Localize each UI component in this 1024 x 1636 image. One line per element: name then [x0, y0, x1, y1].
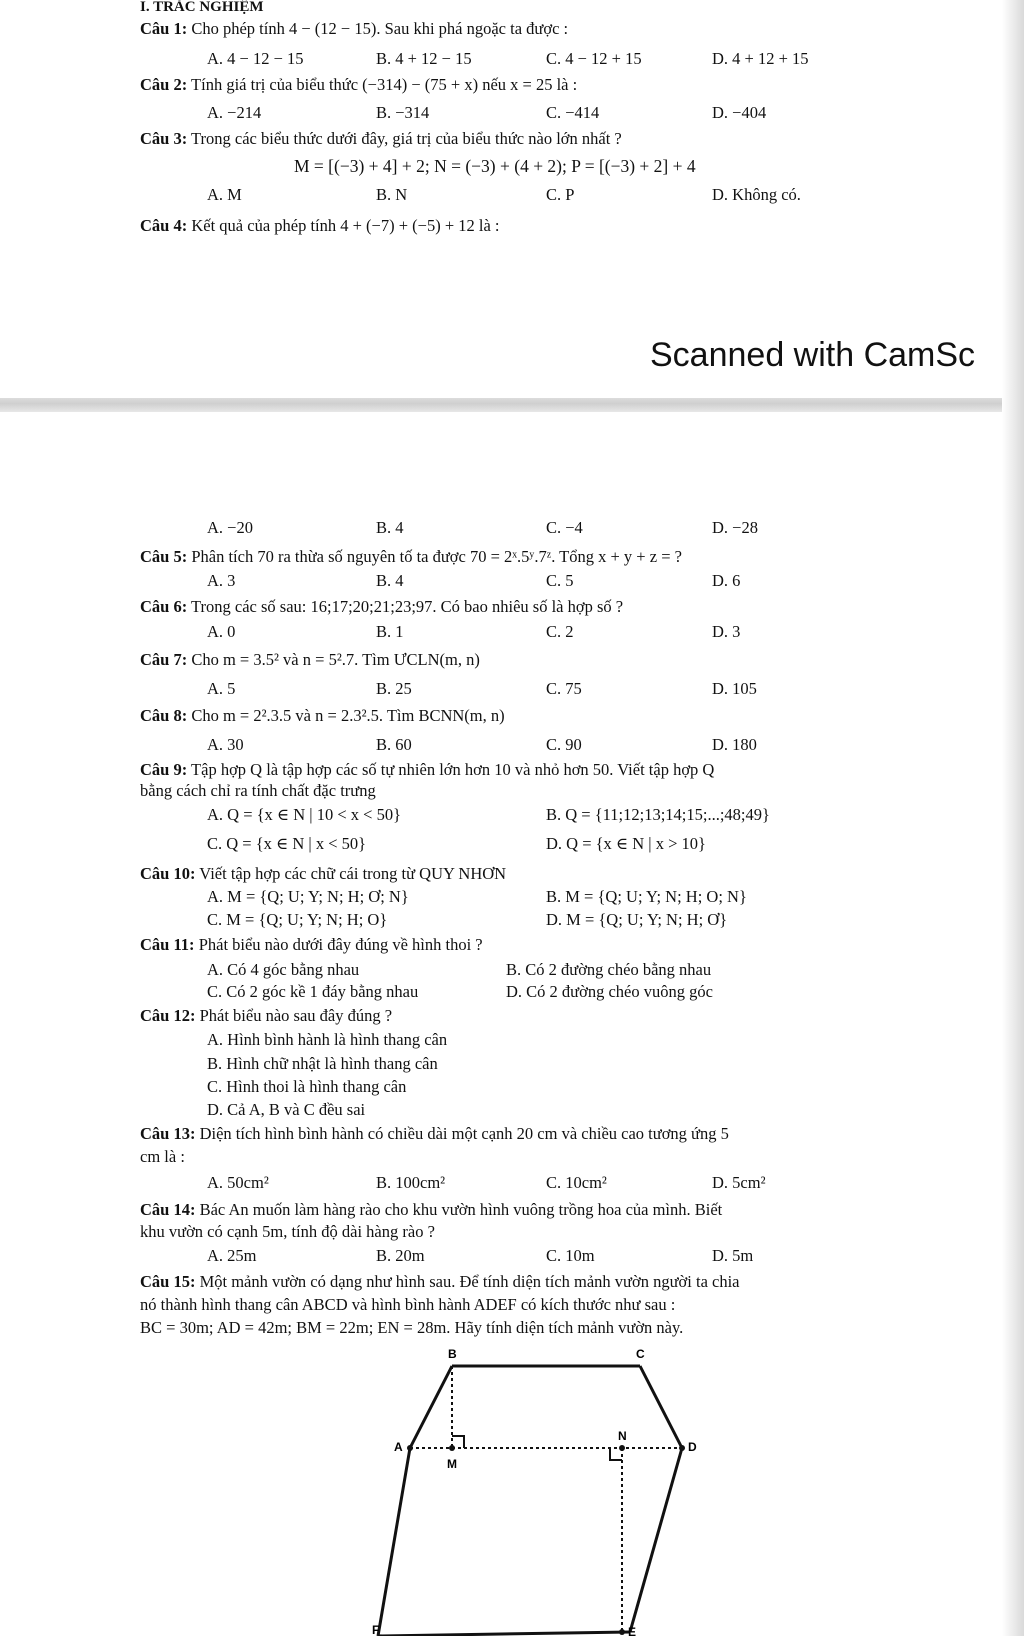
option-c: C. P	[546, 185, 575, 204]
option-b: B. Q = {11;12;13;14;15;...;48;49}	[546, 805, 770, 824]
question-1	[140, 19, 568, 39]
question-text: Cho phép tính 4 − (12 − 15). Sau khi phá ngoặc ta được :	[191, 19, 569, 38]
option-b: B. 4	[376, 571, 404, 590]
option-c: C. 5	[546, 571, 574, 590]
option-d: D. 180	[712, 735, 757, 754]
option-d: D. Không có.	[712, 185, 801, 204]
question-label: Câu 14:	[140, 1200, 196, 1219]
label-n: N	[618, 1429, 627, 1443]
question-13-cont: cm là :	[140, 1147, 185, 1166]
question-text: Diện tích hình bình hành có chiều dài một cạnh 20 cm và chiều cao tương ứng 5	[199, 1124, 729, 1143]
label-f: F	[372, 1623, 380, 1636]
option-b: B. −314	[376, 103, 430, 122]
question-15-cont: nó thành hình thang cân ABCD và hình bình hành ADEF có kích thước như sau :	[140, 1295, 676, 1314]
scanner-watermark: Scanned with CamSc	[650, 336, 976, 374]
question-text: Cho m = 2².3.5 và n = 2.3².5. Tìm BCNN(m, n)	[191, 706, 505, 725]
option-d: D. 6	[712, 571, 741, 590]
point-n	[619, 1445, 625, 1451]
option-b: B. 60	[376, 735, 412, 754]
garden-figure	[372, 1347, 720, 1636]
question-text: Tập hợp Q là tập hợp các số tự nhiên lớn hơn 10 và nhỏ hơn 50. Viết tập hợp Q	[191, 760, 715, 779]
option-c: C. 10m	[546, 1246, 595, 1265]
edge-af	[378, 1448, 410, 1636]
question-text: Trong các số sau: 16;17;20;21;23;97. Có bao nhiêu số là hợp số ?	[191, 597, 624, 616]
question-label: Câu 2:	[140, 75, 188, 94]
option-c: C. Q = {x ∈ N | x < 50}	[207, 834, 367, 853]
point-m	[449, 1445, 455, 1451]
question-label: Câu 3:	[140, 129, 188, 148]
option-b: B. 4	[376, 518, 404, 537]
label-a: A	[394, 1440, 403, 1454]
question-3-formula: M = [(−3) + 4] + 2; N = (−3) + (4 + 2); P = [(−3) + 2] + 4	[294, 156, 696, 176]
question-label: Câu 7:	[140, 650, 188, 669]
option-c: C. 10cm²	[546, 1173, 607, 1192]
option-b: B. 100cm²	[376, 1173, 446, 1192]
option-a: A. 0	[207, 622, 236, 641]
question-label: Câu 1:	[140, 19, 188, 38]
question-9-cont: bằng cách chỉ ra tính chất đặc trưng	[140, 781, 376, 800]
option-a: A. 30	[207, 735, 244, 754]
edge-de	[630, 1448, 682, 1632]
option-d: D. Có 2 đường chéo vuông góc	[506, 982, 713, 1001]
question-5	[140, 547, 682, 567]
page-edge-shadow	[1002, 0, 1024, 1636]
question-label: Câu 15:	[140, 1272, 196, 1291]
option-d: D. 105	[712, 679, 757, 698]
label-d: D	[688, 1440, 697, 1454]
option-d: D. M = {Q; U; Y; N; H; Ơ}	[546, 910, 728, 929]
question-15	[140, 1272, 740, 1292]
question-3	[140, 129, 622, 149]
question-text: Trong các biểu thức dưới đây, giá trị của biểu thức nào lớn nhất ?	[191, 129, 622, 148]
option-b: B. 1	[376, 622, 404, 641]
question-label: Câu 4:	[140, 216, 188, 235]
option-a: A. Hình bình hành là hình thang cân	[207, 1030, 448, 1049]
label-c: C	[636, 1347, 645, 1361]
option-c: C. 4 − 12 + 15	[546, 49, 642, 68]
option-c: C. 90	[546, 735, 582, 754]
option-a: A. Có 4 góc bằng nhau	[207, 960, 360, 979]
option-b: B. Có 2 đường chéo bằng nhau	[506, 960, 712, 979]
question-text: Tính giá trị của biểu thức (−314) − (75 + x) nếu x = 25 là :	[191, 75, 578, 94]
question-text: Cho m = 3.5² và n = 5².7. Tìm ƯCLN(m, n)	[191, 650, 480, 669]
edge-fe	[378, 1632, 630, 1636]
option-c: C. −4	[546, 518, 583, 537]
question-6	[140, 597, 623, 617]
option-c: C. M = {Q; U; Y; N; H; O}	[207, 910, 388, 929]
option-a: A. 3	[207, 571, 236, 590]
question-label: Câu 13:	[140, 1124, 196, 1143]
option-a: A. −20	[207, 518, 253, 537]
question-15-dims: BC = 30m; AD = 42m; BM = 22m; EN = 28m. Hãy tính diện tích mảnh vườn này.	[140, 1318, 684, 1337]
page-divider	[0, 398, 1024, 412]
question-label: Câu 6:	[140, 597, 188, 616]
edge-cd	[640, 1366, 682, 1448]
option-c: C. 2	[546, 622, 574, 641]
question-8	[140, 706, 505, 726]
question-9	[140, 760, 714, 780]
question-11	[140, 935, 483, 955]
question-label: Câu 9:	[140, 760, 188, 779]
label-e: E	[628, 1625, 637, 1636]
question-14-cont: khu vườn có cạnh 5m, tính độ dài hàng rào ?	[140, 1222, 435, 1241]
option-d: D. Q = {x ∈ N | x > 10}	[546, 834, 706, 853]
question-label: Câu 10:	[140, 864, 196, 883]
question-label: Câu 12:	[140, 1006, 196, 1025]
option-a: A. M = {Q; U; Y; N; H; Ơ; N}	[207, 887, 409, 906]
option-b: B. Hình chữ nhật là hình thang cân	[207, 1054, 438, 1073]
option-b: B. M = {Q; U; Y; N; H; O; N}	[546, 887, 747, 906]
option-a: A. 5	[207, 679, 236, 698]
option-a: A. 50cm²	[207, 1173, 269, 1192]
point-a	[407, 1445, 413, 1451]
question-4	[140, 216, 500, 236]
option-c: C. −414	[546, 103, 600, 122]
option-d: D. −404	[712, 103, 767, 122]
question-2	[140, 75, 577, 95]
question-text: Một mảnh vườn có dạng như hình sau. Để tính diện tích mảnh vườn người ta chia	[199, 1272, 740, 1291]
option-d: D. 4 + 12 + 15	[712, 49, 809, 68]
question-text: Phát biểu nào sau đây đúng ?	[199, 1006, 393, 1025]
option-b: B. N	[376, 185, 408, 204]
question-label: Câu 8:	[140, 706, 188, 725]
question-text: Kết quả của phép tính 4 + (−7) + (−5) + 12 là :	[191, 216, 500, 235]
label-m: M	[447, 1457, 457, 1471]
option-a: A. 25m	[207, 1246, 257, 1265]
question-text: Phân tích 70 ra thừa số nguyên tố ta được 70 = 2ˣ.5ʸ.7ᶻ. Tổng x + y + z = ?	[191, 547, 682, 566]
question-10	[140, 864, 506, 884]
option-d: D. −28	[712, 518, 758, 537]
question-text: Bác An muốn làm hàng rào cho khu vườn hình vuông trồng hoa của mình. Biết	[199, 1200, 723, 1219]
question-14	[140, 1200, 722, 1220]
option-d: D. Cả A, B và C đều sai	[207, 1100, 366, 1119]
question-text: Phát biểu nào dưới đây đúng về hình thoi ?	[198, 935, 483, 954]
edge-ab	[410, 1366, 452, 1448]
option-c: C. Hình thoi là hình thang cân	[207, 1077, 407, 1096]
option-c: C. Có 2 góc kề 1 đáy bằng nhau	[207, 982, 419, 1001]
option-c: C. 75	[546, 679, 582, 698]
option-d: D. 5m	[712, 1246, 754, 1265]
option-a: A. −214	[207, 103, 262, 122]
option-b: B. 25	[376, 679, 412, 698]
point-d	[679, 1445, 685, 1451]
label-b: B	[448, 1347, 457, 1361]
point-e	[619, 1629, 625, 1635]
option-d: D. 3	[712, 622, 741, 641]
section-title: I. TRẮC NGHIỆM	[140, 0, 264, 15]
question-text: Viết tập hợp các chữ cái trong từ QUY NHƠN	[199, 864, 507, 883]
question-13	[140, 1124, 729, 1144]
option-b: B. 4 + 12 − 15	[376, 49, 472, 68]
question-label: Câu 11:	[140, 935, 195, 954]
option-a: A. 4 − 12 − 15	[207, 49, 304, 68]
option-a: A. M	[207, 185, 242, 204]
option-a: A. Q = {x ∈ N | 10 < x < 50}	[207, 805, 402, 824]
option-d: D. 5cm²	[712, 1173, 766, 1192]
question-7	[140, 650, 480, 670]
question-label: Câu 5:	[140, 547, 188, 566]
question-12	[140, 1006, 392, 1026]
option-b: B. 20m	[376, 1246, 425, 1265]
